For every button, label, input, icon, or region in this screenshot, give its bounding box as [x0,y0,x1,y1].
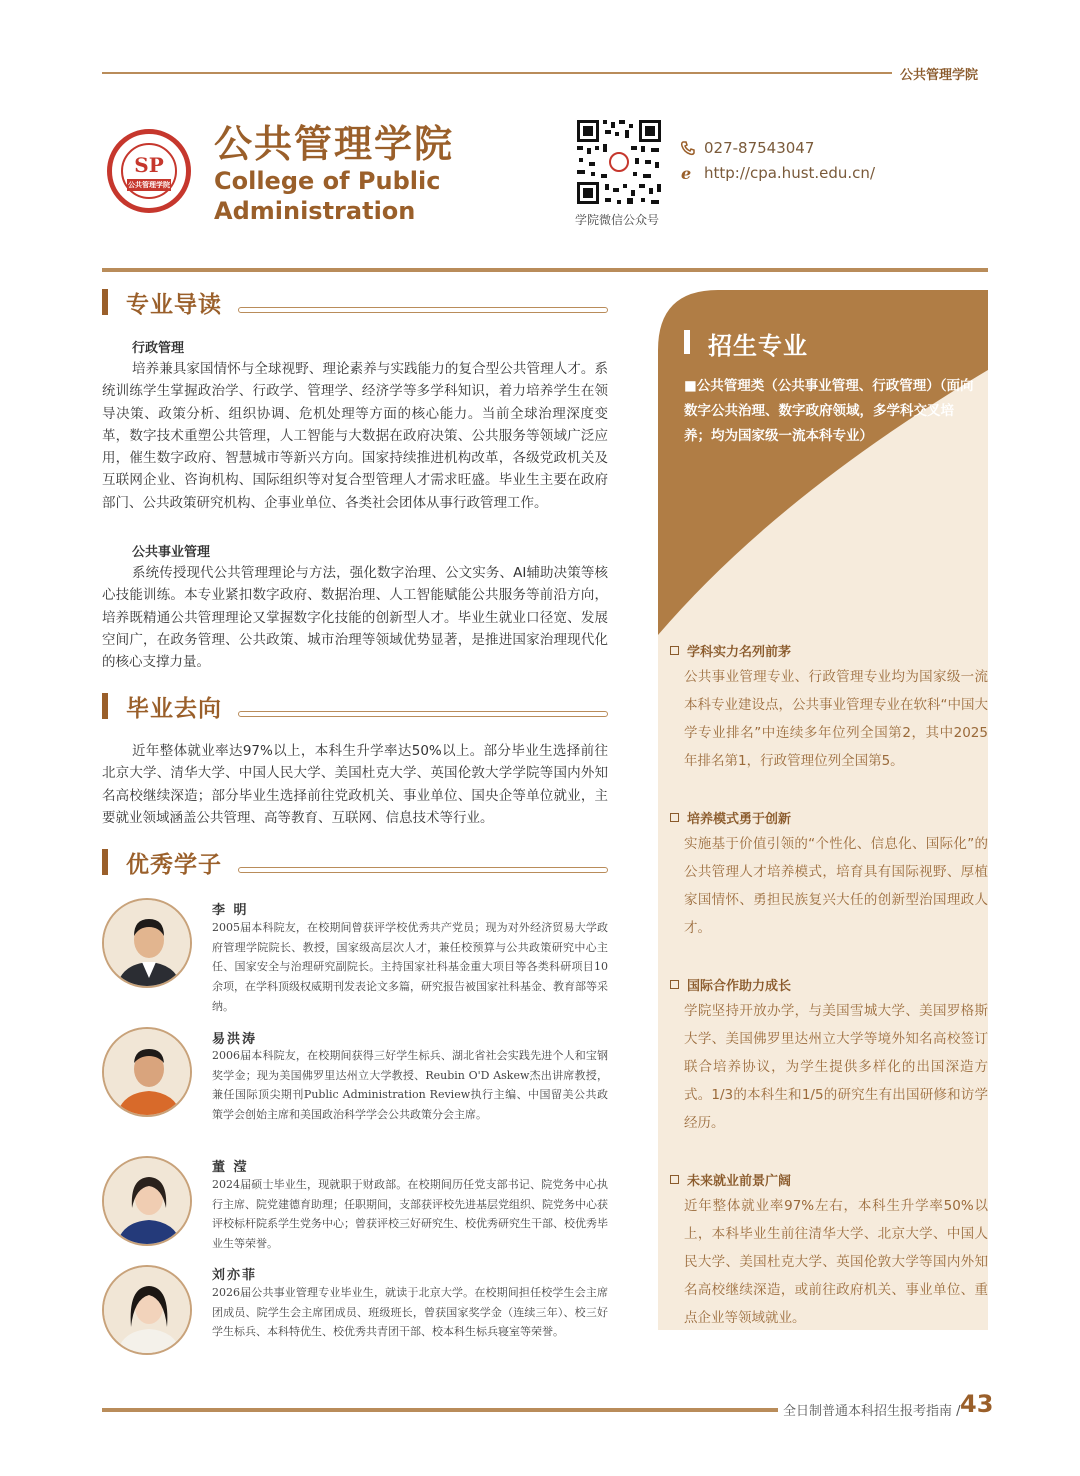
footer-rule [102,1408,778,1412]
career-description: 近年整体就业率达97%以上，本科生升学率达50%以上。部分毕业生选择前往北京大学、清华大学、中国人民大学、美国杜克大学、英国伦敦大学学院等国内外知名高校继续深造；部分毕业生选择前往党政机关、事业单位、国央企等单位就业，主要就业领域涵盖公共管理、高等教育、互联网、信息技术等行业。 [102,743,608,826]
heading-rule [238,867,608,873]
student-bio: 2006届本科院友，在校期间获得三好学生标兵、湖北省社会实践先进个人和宝钢奖学金；现为美国佛罗里达州立大学教授、Reubin O'D Askew杰出讲席教授，兼任国际顶尖期刊Public Administration Review执行主编、中国留美公共政策学会创始主席和美国政治科学学会公共政策分会主席。 [212,1049,608,1122]
student-name: 刘亦菲 [212,1268,258,1283]
panel-heading-bar [684,330,690,354]
footer-title: 全日制普通本科招生报考指南 / [783,1404,961,1419]
feature-text: 学院坚持开放办学，与美国雪城大学、美国罗格斯大学、美国佛罗里达州立大学等境外知名高校签订联合培养协议，为学生提供多样化的出国深造方式。1/3的本科生和1/5的研究生有出国研修和访学经历。 [684,1003,988,1131]
major-description: 培养兼具家国情怀与全球视野、理论素养与实践能力的复合型公共管理人才。系统训练学生掌握政治学、行政学、管理学、经济学等多学科知识，着力培养学生在领导决策、政策分析、组织协调、危机处理等方面的核心能力。当前全球治理深度变革，数字技术重塑公共管理，人工智能与大数据在政府决策、公共服务等领域广泛应用，催生数字政府、智慧城市等新兴方向。国家持续推进机构改革，各级党政机关及互联网企业、咨询机构、国际组织等对复合型管理人才需求旺盛。毕业生主要在政府部门、公共政策研究机构、企事业单位、各类社会团体从事行政管理工作。 [102,361,608,511]
student-photo [102,1156,192,1246]
heading-rule [238,711,608,717]
running-header: 公共管理学院 [900,68,979,83]
square-bullet-icon [670,646,679,655]
square-bullet-icon [670,980,679,989]
feature-text: 公共事业管理专业、行政管理专业均为国家级一流本科专业建设点，公共事业管理专业在软科“中国大学专业排名”中连续多年位列全国第2，其中2025年排名第1，行政管理位列全国第5。 [684,669,988,769]
square-bullet-icon [670,1175,679,1184]
student-name: 董 滢 [212,1160,249,1175]
section-heading-intro [102,286,608,320]
person-avatar-icon [104,900,192,988]
logo-inner-ring [121,143,177,199]
phone-contact [680,139,814,157]
student-photo [102,1265,192,1355]
person-avatar-icon [104,1158,192,1246]
admission-heading: 招生专业 [708,332,808,360]
main-divider [102,268,988,272]
website-contact [680,164,875,182]
student-bio: 2024届硕士毕业生，现就职于财政部。在校期间历任党支部书记、院党务中心执行主席、院党建德育助理；任职期间，支部获评校先进基层党组织、院党务中心获评校标杆院系学生党务中心；曾获评校三好研究生、校优秀研究生干部、校优秀毕业生等荣誉。 [212,1178,608,1251]
logo-mark: SP [134,153,164,177]
section-title: 毕业去向 [126,696,222,722]
college-title-en: College of Public Administration [214,167,441,225]
college-logo [107,129,191,213]
student-bio: 2005届本科院友，在校期间曾获评学校优秀共产党员；现为对外经济贸易大学政府管理学院院长、教授，国家级高层次人才，兼任校预算与公共政策研究中心主任、国家安全与治理研究副院长。主持国家社科基金重大项目等各类科研项目10余项，在学科顶级权威期刊发表论文多篇，研究报告被国家社科基金、教育部等采纳。 [212,921,608,1013]
person-avatar-icon [104,1029,192,1117]
student-photo [102,1027,192,1117]
student-name: 易洪涛 [212,1032,258,1047]
heading-rule [238,307,608,313]
feature-heading: 国际合作助力成长 [670,975,791,994]
major-name: 公共事业管理 [132,545,211,560]
page-number: 43 [960,1390,994,1418]
section-title: 优秀学子 [126,852,222,878]
qr-caption: 学院微信公众号 [575,213,660,227]
section-title: 专业导读 [126,292,222,318]
web-icon [680,165,696,181]
heading-bar [102,849,108,875]
person-avatar-icon [104,1267,192,1355]
heading-bar [102,289,108,315]
college-title-cn: 公共管理学院 [214,122,455,166]
phone-icon [680,140,696,156]
section-heading-students [102,846,608,880]
feature-heading: 培养模式勇于创新 [670,808,791,827]
student-bio: 2026届公共事业管理专业毕业生，就读于北京大学。在校期间担任校学生会主席团成员、院学生会主席团成员、班级班长，曾获国家奖学金（连续三年）、校三好学生标兵、本科特优生、校优秀共青团干部、校本科生标兵寝室等荣誉。 [212,1286,608,1339]
top-rule [102,72,892,74]
student-name: 李 明 [212,903,249,918]
logo-band: 公共管理学院 [128,181,170,189]
feature-text: 实施基于价值引领的“个性化、信息化、国际化”的公共管理人才培养模式，培育具有国际视野、厚植家国情怀、勇担民族复兴大任的创新型治国理政人才。 [684,836,988,936]
feature-heading: 未来就业前景广阔 [670,1170,791,1189]
website-link[interactable]: http://cpa.hust.edu.cn/ [704,164,875,182]
major-description: 系统传授现代公共管理理论与方法，强化数字治理、公文实务、AI辅助决策等核心技能训练。本专业紧扣数字政府、数据治理、人工智能赋能公共服务等前沿方向，培养既精通公共管理理论又掌握数字化技能的创新型人才。毕业生就业口径宽、发展空间广，在政务管理、公共政策、城市治理等领域优势显著，是推进国家治理现代化的核心支撑力量。 [102,565,608,671]
major-name: 行政管理 [132,341,185,356]
heading-bar [102,693,108,719]
feature-text: 近年整体就业率97%左右，本科生升学率50%以上，本科毕业生前往清华大学、北京大学、中国人民大学、美国杜克大学、英国伦敦大学等国内外知名高校继续深造，或前往政府机关、事业单位、重点企业等领域就业。 [684,1198,988,1326]
wechat-qr-code [575,118,663,206]
square-bullet-icon [670,813,679,822]
student-photo [102,898,192,988]
svg-text:e: e [681,165,692,181]
admission-majors: ■公共管理类（公共事业管理、行政管理）（面向数字公共治理、数字政府领域，多学科交叉培养；均为国家级一流本科专业） [684,378,974,444]
section-heading-career [102,690,608,724]
feature-heading: 学科实力名列前茅 [670,641,791,660]
phone-number: 027-87543047 [704,139,815,157]
